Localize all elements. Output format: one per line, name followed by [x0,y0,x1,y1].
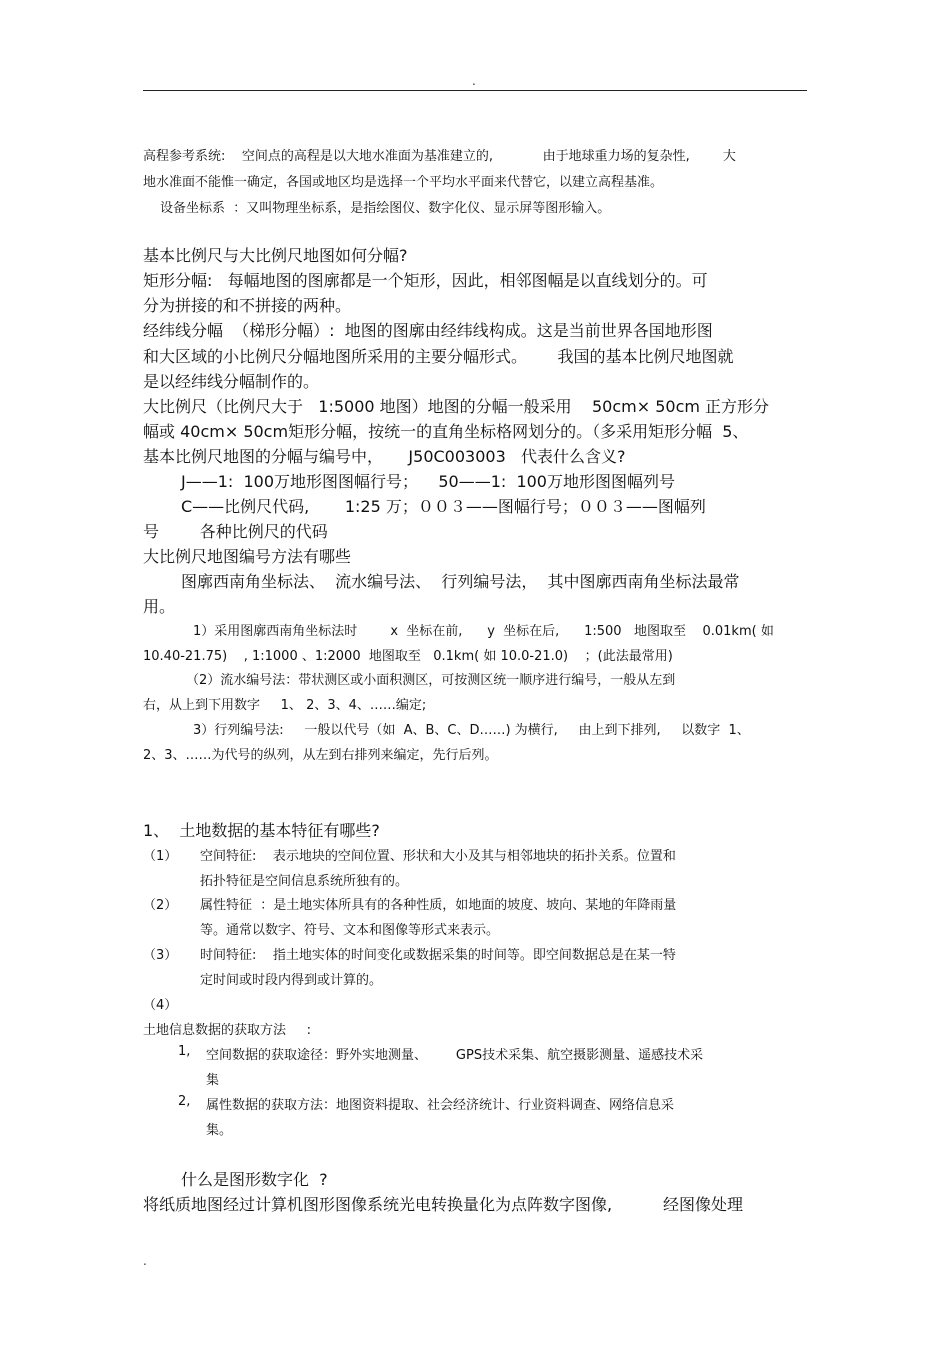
list-item: 属性特征 ：是土地实体所具有的各种性质，如地面的坡度、坡向、某地的年降雨量 [200,898,677,913]
paragraph-line: 幅或 40cm× 50cm矩形分幅，按统一的直角坐标格网划分的。（多采用矩形分幅 5、 [143,422,749,441]
paragraph-line: 右，从上到下用数字 1、 2、3、4、……编定; [143,698,427,713]
paragraph-line: 经纬线分幅 （梯形分幅）: 地图的图廓由经纬线构成。这是当前世界各国地形图 [143,321,713,340]
paragraph-line: 10.40-21.75) , 1:1000 、1:2000 地图取至 0.1km( 如 10.0-21.0) ；(此法最常用) [143,649,673,664]
list-item: 空间特征: 表示地块的空间位置、形状和大小及其与相邻地块的拓扑关系。位置和 [200,849,676,864]
list-item-number: （1） [143,849,178,864]
paragraph-line: 号 各种比例尺的代码 [143,522,328,541]
question-heading: 什么是图形数字化 ? [181,1170,328,1189]
paragraph-line: 地水准面不能惟一确定，各国或地区均是选择一个平均水平面来代替它，以建立高程基准。 [143,175,664,190]
paragraph-line: 2、3、……为代号的纵列，从左到右排列来编定，先行后列。 [143,748,498,763]
list-item: 空间数据的获取途径：野外实地测量、 GPS技术采集、航空摄影测量、遥感技术采 [206,1048,704,1063]
list-item: 等。通常以数字、符号、文本和图像等形式来表示。 [200,923,500,938]
paragraph-line: 3）行列编号法: 一般以代号（如 A、B、C、D……) 为横行, 由上到下排列, 以数字 1、 [193,723,750,738]
paragraph-line: 大比例尺（比例尺大于 1:5000 地图）地图的分幅一般采用 50cm× 50cm 正方形分 [143,397,770,416]
paragraph-line: 分为拼接的和不拼接的两种。 [143,296,352,315]
list-item: 属性数据的获取方法：地图资料提取、社会经济统计、行业资料调查、网络信息采 [206,1098,675,1113]
question-heading: 大比例尺地图编号方法有哪些 [143,547,352,566]
list-item-number: 2, [178,1094,191,1109]
paragraph-line: 和大区域的小比例尺分幅地图所采用的主要分幅形式。 我国的基本比例尺地图就 [143,347,734,366]
paragraph-line: 将纸质地图经过计算机图形图像系统光电转换量化为点阵数字图像, 经图像处理 [143,1195,743,1214]
question-heading: 基本比例尺与大比例尺地图如何分幅? [143,246,408,265]
list-item: 时间特征: 指土地实体的时间变化或数据采集的时间等。即空间数据总是在某一特 [200,948,676,963]
header-dot: . [472,74,476,88]
paragraph-line: 1）采用图廓西南角坐标法时 x 坐标在前, y 坐标在后, 1:500 地图取至 0.01km( 如 [193,624,774,639]
paragraph-line: 基本比例尺地图的分幅与编号中， J50C003003 代表什么含义? [143,447,626,466]
paragraph-line: 是以经纬线分幅制作的。 [143,372,320,391]
header-rule [143,90,807,91]
list-item: 集 [206,1073,220,1088]
list-item: 集。 [206,1123,233,1138]
paragraph-line: 矩形分幅: 每幅地图的图廓都是一个矩形，因此，相邻图幅是以直线划分的。可 [143,271,708,290]
paragraph-line: 高程参考系统: 空间点的高程是以大地水准面为基准建立的, 由于地球重力场的复杂性, 大 [143,149,736,164]
list-item: 拓扑特征是空间信息系统所独有的。 [200,874,409,889]
paragraph-line: （2）流水编号法：带状测区或小面积测区，可按测区统一顺序进行编号，一般从左到 [186,673,676,688]
list-item-number: 1, [178,1044,191,1059]
paragraph-line: C——比例尺代码, 1:25 万；００３——图幅行号；００３——图幅列 [181,497,706,516]
question-heading: 1、 土地数据的基本特征有哪些? [143,821,380,840]
paragraph-line: 设备坐标系 ：又叫物理坐标系，是指绘图仪、数字化仪、显示屏等图形输入。 [160,201,611,216]
list-item-number: （4） [143,998,178,1013]
list-item-number: （3） [143,948,178,963]
paragraph-line: 图廓西南角坐标法、 流水编号法、 行列编号法， 其中图廓西南角坐标法最常 [181,572,740,591]
section-heading: 土地信息数据的获取方法 : [143,1023,312,1038]
list-item: 定时间或时段内得到或计算的。 [200,973,383,988]
footer-dot: . [143,1254,147,1268]
paragraph-line: J——1: 100万地形图图幅行号； 50——1: 100万地形图图幅列号 [181,472,675,491]
paragraph-line: 用。 [143,597,176,616]
list-item-number: （2） [143,898,178,913]
